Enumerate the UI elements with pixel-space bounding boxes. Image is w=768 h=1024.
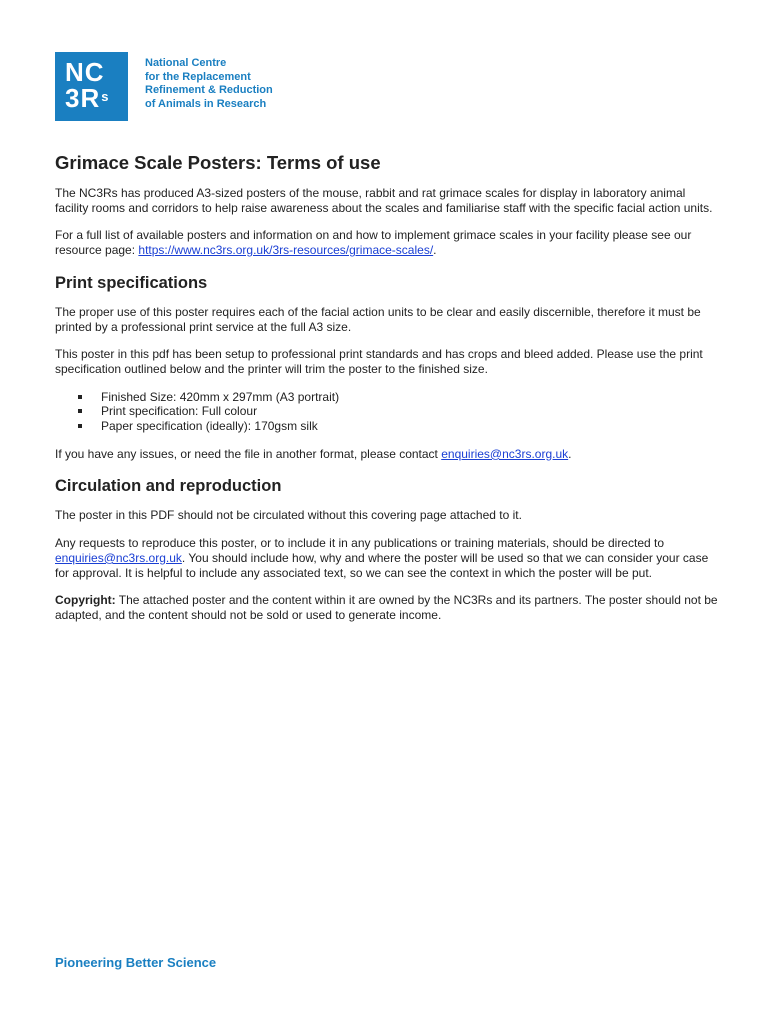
intro-p2-text: For a full list of available posters and information on and how to implement grimace scales in your facility please see our resource page:: [55, 228, 692, 258]
enquiries-email-link[interactable]: enquiries@nc3rs.org.uk: [441, 446, 569, 461]
circulation-paragraph-1: The poster in this PDF should not be circulated without this covering page attached to it.: [55, 508, 522, 523]
footer-tagline: Pioneering Better Science: [55, 955, 217, 970]
list-item: Paper specification (ideally): 170gsm silk: [55, 419, 720, 434]
list-item: Finished Size: 420mm x 297mm (A3 portrait): [55, 390, 720, 405]
print-specifications-heading: Print specifications: [55, 273, 208, 292]
logo-line-2-text: 3R: [65, 83, 101, 113]
logo-line-1: NC: [65, 57, 105, 87]
copyright-label: Copyright:: [55, 593, 116, 608]
logo-sup: s: [101, 89, 110, 104]
circulation-p2-rest: . You should include how, why and where the poster will be used so that we can consider your case for approval. It is helpful to include any associated text, so we can see the context in which the poster will be put.: [55, 550, 709, 580]
logo-line-2: [65, 85, 128, 111]
header: [55, 52, 273, 121]
org-name-line-4: of Animals in Research: [145, 97, 267, 110]
print-p3-text: If you have any issues, or need the file in another format, please contact: [55, 446, 442, 461]
print-paragraph-3: [55, 447, 720, 462]
print-p3-end: .: [568, 446, 572, 461]
org-name: [145, 57, 273, 111]
org-name-line-3: Refinement & Reduction: [145, 84, 273, 96]
intro-paragraph-2: [55, 228, 720, 257]
page-title: Grimace Scale Posters: Terms of use: [55, 152, 381, 173]
org-name-line-1: National Centre: [145, 57, 227, 69]
circulation-p2-text: Any requests to reproduce this poster, or to include it in any publications or training materials, should be directed to: [55, 536, 665, 551]
print-paragraph-1: The proper use of this poster requires each of the facial action units to be clear and easily discernible, therefore it must be printed by a professional print service at the full A3 size.: [55, 304, 701, 334]
enquiries-email-link-2[interactable]: enquiries@nc3rs.org.uk: [55, 550, 182, 565]
intro-paragraph-1: The NC3Rs has produced A3-sized posters of the mouse, rabbit and rat grimace scales for display in laboratory animal facility rooms and corridors to help raise awareness about the scales and familiarise staff with the specific facial action units.: [55, 186, 713, 215]
intro-p2-end: .: [433, 243, 437, 258]
copyright-paragraph: [55, 593, 720, 622]
circulation-heading: Circulation and reproduction: [55, 477, 282, 496]
nc3rs-logo: [55, 52, 128, 121]
copyright-text: The attached poster and the content within it are owned by the NC3Rs and its partners. The poster should not be adapted, and the content should not be sold or used to generate income.: [55, 593, 718, 622]
document-body: [55, 152, 720, 636]
circulation-paragraph-2: [55, 536, 720, 580]
print-paragraph-2: This poster in this pdf has been setup to professional print standards and has crops and bleed added. Please use the print specification outlined below and the printer will trim the poster to the finished size.: [55, 347, 703, 376]
resource-page-link[interactable]: https://www.nc3rs.org.uk/3rs-resources/grimace-scales/: [138, 243, 434, 258]
org-name-line-2: for the Replacement: [145, 70, 251, 83]
print-spec-list: [55, 390, 720, 434]
list-item: Print specification: Full colour: [55, 404, 720, 419]
